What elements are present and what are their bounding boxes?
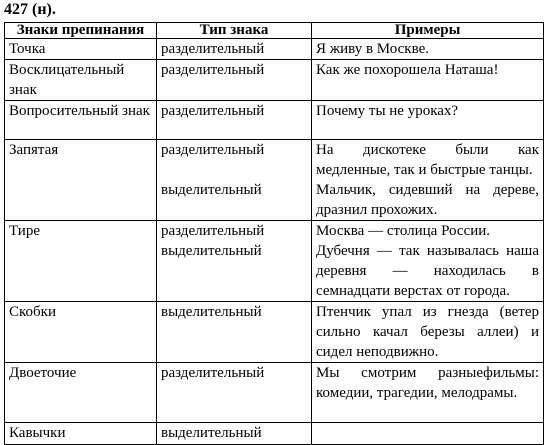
sign-name: Восклицательный знак (5, 60, 157, 101)
sign-type: разделительный (157, 101, 312, 140)
sign-type-cell (157, 140, 312, 221)
example-text: Я живу в Москве. (312, 39, 544, 60)
sign-type-cell (157, 221, 312, 302)
example-text: Мы смотрим разныефильмы: комедии, трагедии, мелодрамы. (316, 365, 539, 401)
sign-type: выделительный (157, 302, 312, 363)
sign-type: разделительный (161, 223, 265, 239)
example-text (312, 423, 544, 445)
example-text: Почему ты не уроках? (312, 101, 544, 140)
example-cell (312, 302, 544, 363)
table-row (5, 140, 544, 221)
example-text: Мальчик, сидевший на дереве, дразнил прохожих. (316, 182, 539, 218)
example-cell (312, 221, 544, 302)
table-row (5, 423, 544, 445)
table-row (5, 221, 544, 302)
example-text: Птенчик упал из гнезда (ветер сильно качал березы аллеи) и сидел неподвижно. (316, 304, 539, 360)
header-punctuation-signs: Знаки препинания (5, 23, 157, 39)
table-row (5, 60, 544, 101)
page-title: 427 (н). (4, 1, 56, 18)
example-text: Как же похорошела Наташа! (312, 60, 544, 101)
header-examples: Примеры (312, 23, 544, 39)
sign-type: разделительный (157, 60, 312, 101)
sign-name: Кавычки (5, 423, 157, 445)
example-text: Москва — столица России. (316, 223, 491, 239)
sign-name: Запятая (5, 140, 157, 221)
table-row (5, 363, 544, 423)
example-cell (312, 363, 544, 423)
sign-type: разделительный (157, 39, 312, 60)
header-sign-type: Тип знака (157, 23, 312, 39)
table-header-row (5, 23, 544, 39)
sign-type: разделительный (161, 142, 265, 158)
sign-type: выделительный (161, 243, 262, 259)
example-text: Дубечня — так называлась наша деревня — находилась в семнадцати верстах от города. (316, 243, 539, 299)
sign-type: разделительный (157, 363, 312, 423)
table-row (5, 39, 544, 60)
sign-name: Тире (5, 221, 157, 302)
sign-name: Вопросительный знак (5, 101, 157, 140)
sign-type: выделительный (157, 423, 312, 445)
sign-name: Точка (5, 39, 157, 60)
table-row (5, 302, 544, 363)
table-row (5, 101, 544, 140)
punctuation-table (4, 22, 544, 445)
example-text: На дискотеке были как медленные, так и быстрые танцы. (316, 142, 539, 178)
example-cell (312, 140, 544, 221)
sign-name: Скобки (5, 302, 157, 363)
sign-type: выделительный (161, 182, 262, 198)
sign-name: Двоеточие (5, 363, 157, 423)
